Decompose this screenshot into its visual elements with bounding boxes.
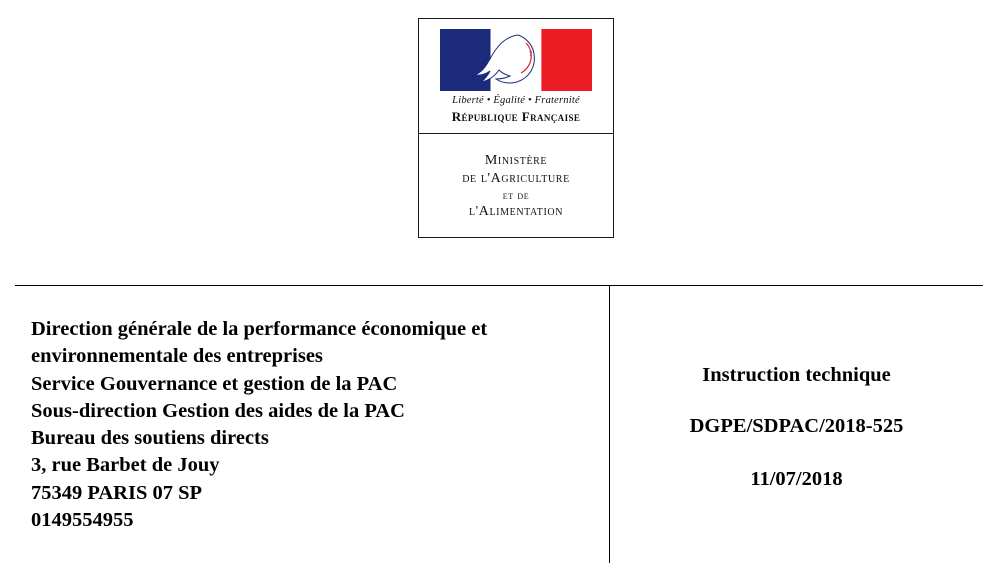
ministry-logo-block	[418, 18, 614, 238]
marianne-french-flag-emblem	[440, 29, 592, 91]
document-meta-cell	[610, 286, 983, 563]
issuer-line: Bureau des soutiens directs	[31, 427, 269, 449]
republic-emblem-section	[419, 19, 613, 134]
document-header-table	[15, 285, 983, 563]
document-reference: DGPE/SDPAC/2018-525	[689, 415, 904, 437]
issuer-line: Direction générale de la performance économique et	[31, 318, 488, 340]
issuer-line: Sous-direction Gestion des aides de la PAC	[31, 399, 405, 422]
ministry-line-1: Ministère	[484, 153, 548, 168]
ministry-line-4: l'Alimentation	[468, 204, 564, 220]
ministry-name-section	[419, 134, 613, 237]
logo-box	[418, 18, 614, 238]
issuer-line: 0149554955	[31, 508, 134, 531]
issuer-line: Service Gouvernance et gestion de la PAC	[31, 372, 398, 395]
ministry-line-3: et de	[502, 187, 530, 202]
issuer-line: 3, rue Barbet de Jouy	[31, 454, 220, 477]
issuer-line: environnementale des entreprises	[31, 345, 323, 368]
document-type: Instruction technique	[702, 364, 891, 386]
issuer-line: 75349 PARIS 07 SP	[31, 481, 203, 504]
document-date: 11/07/2018	[750, 468, 843, 490]
republic-motto: Liberté • Égalité • Fraternité	[452, 95, 580, 106]
svg-text:?: ?	[529, 50, 533, 58]
republic-name: République Française	[451, 109, 581, 124]
ministry-line-2: de l'Agriculture	[462, 170, 570, 186]
issuer-address-cell	[15, 286, 610, 563]
